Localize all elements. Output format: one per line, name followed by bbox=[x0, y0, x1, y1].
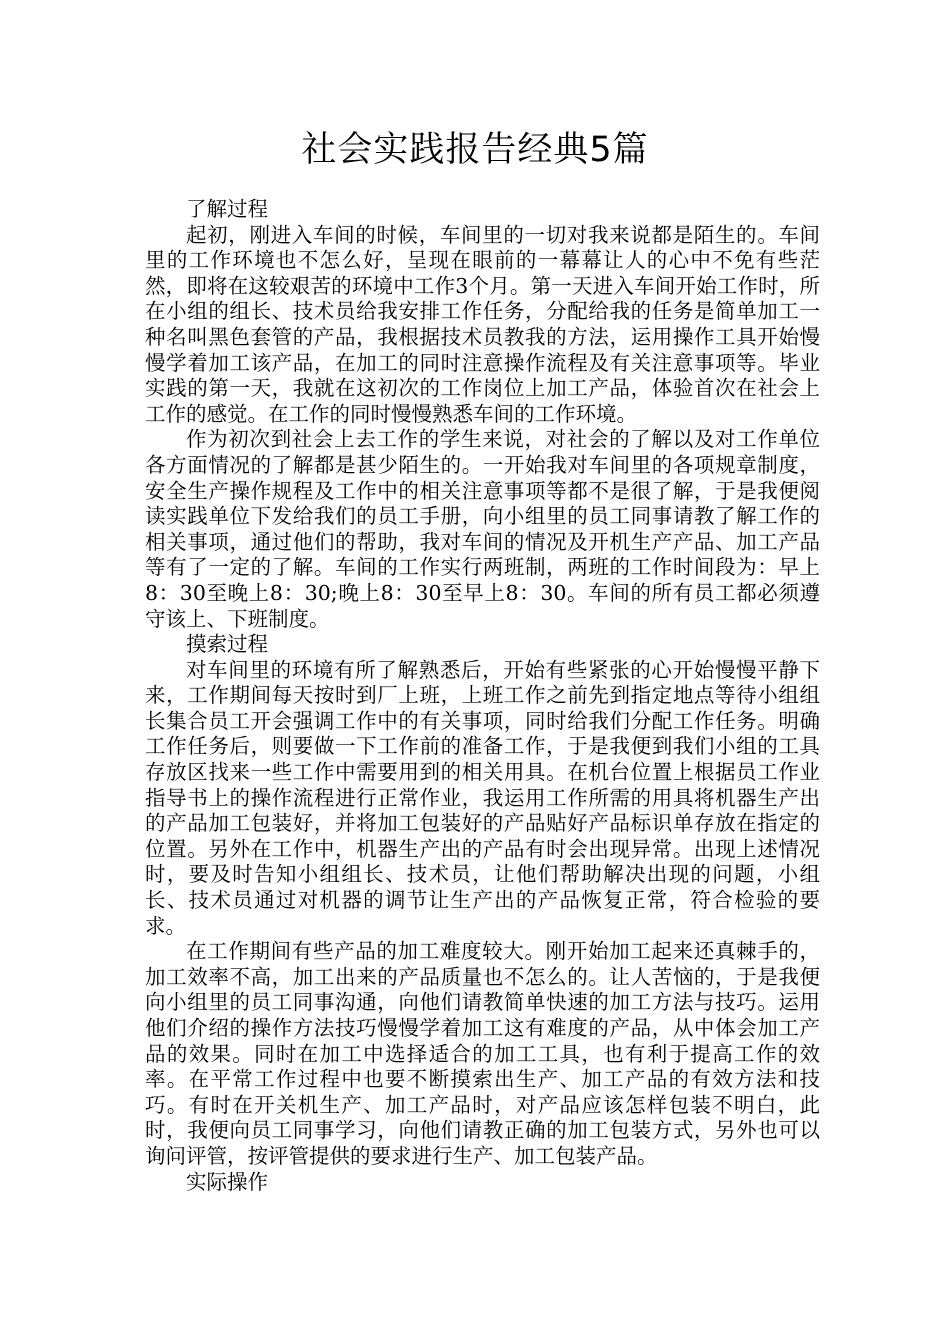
paragraph-exploring: 对车间里的环境有所了解熟悉后，开始有些紧张的心开始慢慢平静下来，工作期间每天按时到厂上班，上班工作之前先到指定地点等待小组组长集合员工开会强调工作中的有关事项，同时给我们分配工作任务。明确工作任务后，则要做一下工作前的准备工作，于是我便到我们小组的工具存放区找来一些工作中需要用到的相关用具。在机台位置上根据员工作业指导书上的操作流程进行正常作业，我运用工作所需的用具将机器生产出的产品加工包装好，并将加工包装好的产品贴好产品标识单存放在指定的位置。另外在工作中，机器生产出的产品有时会出现异常。出现上述情况时，要及时告知小组组长、技术员，让他们帮助解决出现的问题，小组长、技术员通过对机器的调节让生产出的产品恢复正常，符合检验的要求。 bbox=[145, 657, 820, 938]
paragraph-intro: 起初，刚进入车间的时候，车间里的一切对我来说都是陌生的。车间里的工作环境也不怎么好，呈现在眼前的一幕幕让人的心中不免有些茫然，即将在这较艰苦的环境中工作3个月。第一天进入车间开始工作时，所在小组的组长、技术员给我安排工作任务，分配给我的任务是简单加工一种名叫黑色套管的产品，我根据技术员教我的方法，运用操作工具开始慢慢学着加工该产品，在加工的同时注意操作流程及有关注意事项等。毕业实践的第一天，我就在这初次的工作岗位上加工产品，体验首次在社会上工作的感觉。在工作的同时慢慢熟悉车间的工作环境。 bbox=[145, 222, 820, 426]
section-heading-practice: 实际操作 bbox=[186, 1169, 268, 1194]
document-title: 社会实践报告经典5篇 bbox=[301, 130, 649, 170]
section-heading-understanding: 了解过程 bbox=[186, 197, 268, 221]
document-body bbox=[145, 197, 820, 1195]
paragraph-learning: 作为初次到社会上去工作的学生来说，对社会的了解以及对工作单位各方面情况的了解都是甚少陌生的。一开始我对车间里的各项规章制度，安全生产操作规程及工作中的相关注意事项等都不是很了解，于是我便阅读实践单位下发给我们的员工手册，向小组里的员工同事请教了解工作的相关事项，通过他们的帮助，我对车间的情况及开机生产产品、加工产品等有了一定的了解。车间的工作实行两班制，两班的工作时间段为：早上8：30至晚上8：30;晚上8：30至早上8：30。车间的所有员工都必须遵守该上、下班制度。 bbox=[145, 427, 820, 631]
section-heading-exploring: 摸索过程 bbox=[186, 632, 268, 657]
paragraph-difficulty: 在工作期间有些产品的加工难度较大。刚开始加工起来还真棘手的，加工效率不高，加工出来的产品质量也不怎么的。让人苦恼的，于是我便向小组里的员工同事沟通，向他们请教简单快速的加工方法与技巧。运用他们介绍的操作方法技巧慢慢学着加工这有难度的产品，从中体会加工产品的效果。同时在加工中选择适合的加工工具，也有利于提高工作的效率。在平常工作过程中也要不断摸索出生产、加工产品的有效方法和技巧。有时在开关机生产、加工产品时，对产品应该怎样包装不明白，此时，我便向员工同事学习，向他们请教正确的加工包装方式，另外也可以询问评管，按评管提供的要求进行生产、加工包装产品。 bbox=[145, 939, 820, 1168]
